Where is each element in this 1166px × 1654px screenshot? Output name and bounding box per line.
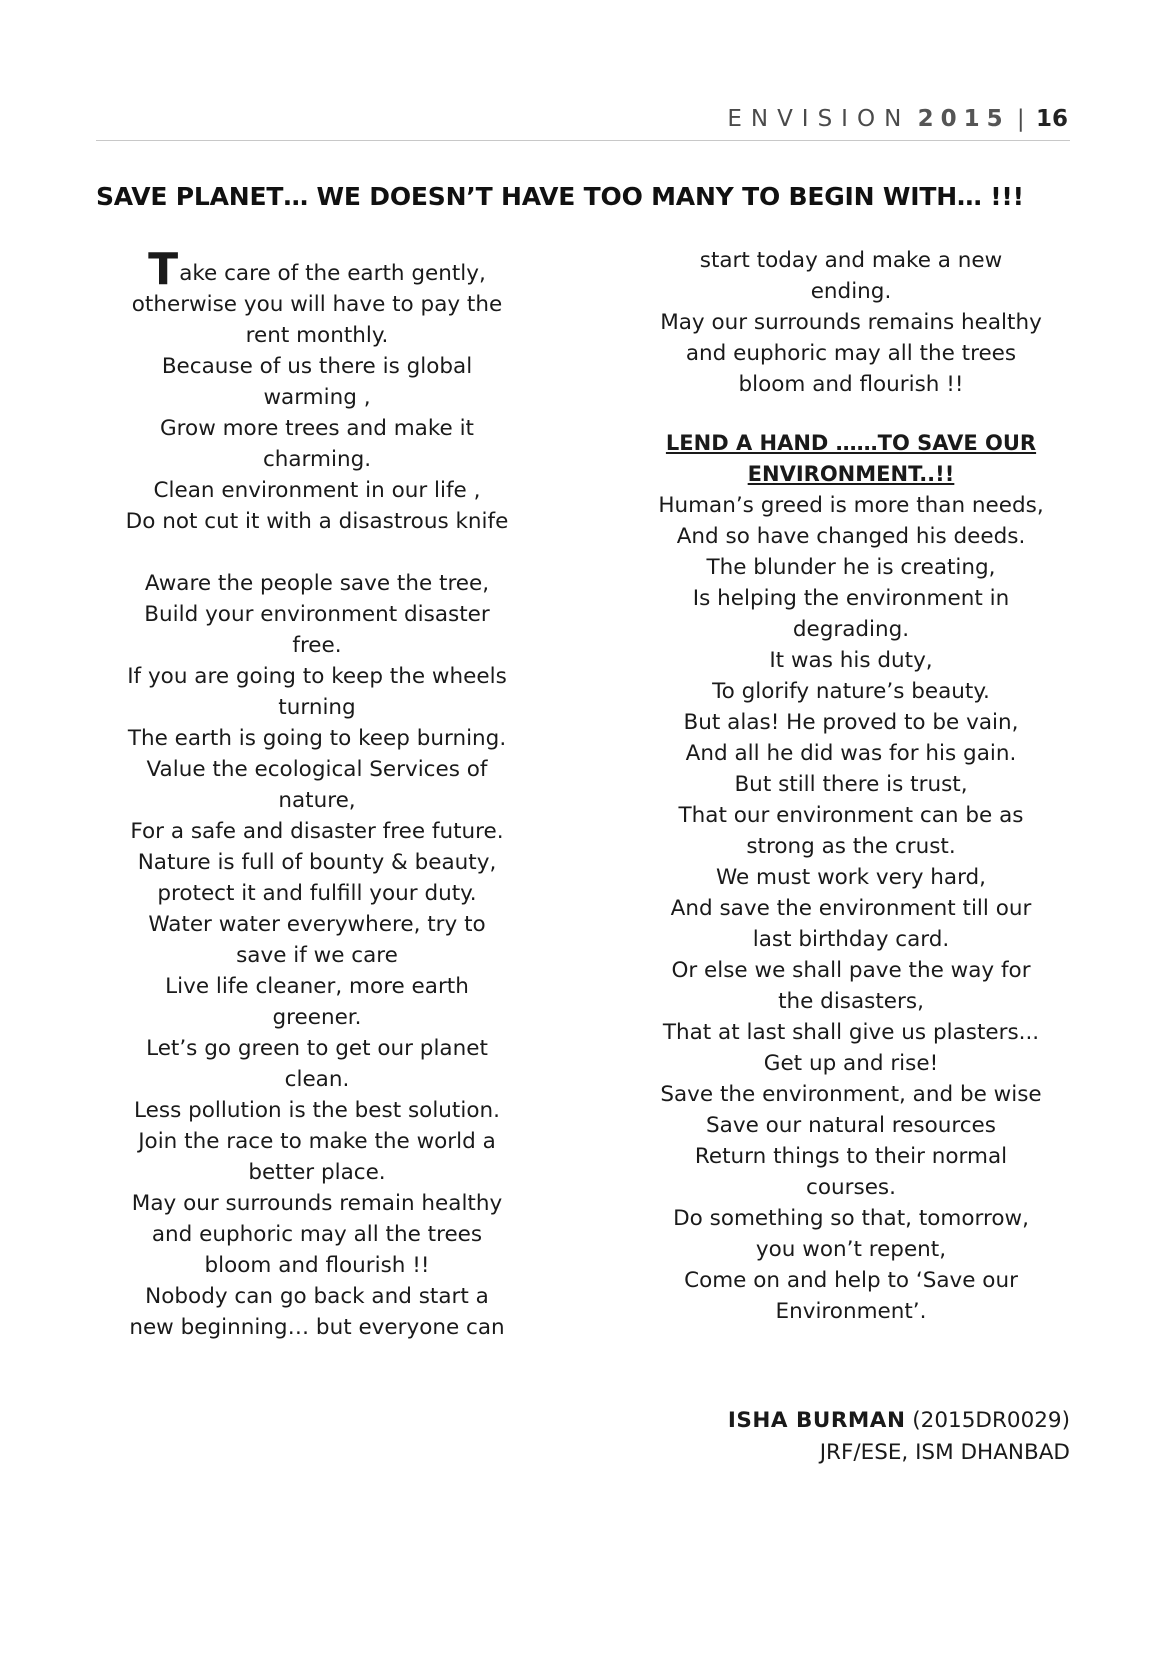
page-number: 16	[1035, 106, 1068, 132]
first-line-text: ake care of the earth gently,	[179, 261, 486, 286]
poem-line: Live life cleaner, more earth	[165, 974, 469, 999]
page-header	[96, 100, 1070, 141]
poem-line: Come on and help to ‘Save our	[684, 1268, 1018, 1293]
poem-line: Or else we shall pave the way for	[671, 958, 1031, 983]
poem-line: It was his duty,	[769, 648, 933, 673]
poem-left-lines	[96, 289, 538, 1343]
poem-line: rent monthly.	[245, 323, 389, 348]
poem-line: And save the environment till our	[670, 896, 1032, 921]
poem-left-column	[96, 244, 538, 1343]
poem-line: Join the race to make the world a	[138, 1129, 496, 1154]
poem-line: the disasters,	[778, 989, 924, 1014]
poem-first-line	[96, 244, 538, 295]
poem-line: Get up and rise!	[763, 1051, 939, 1076]
poem-line: Aware the people save the tree,	[144, 571, 490, 596]
author-affiliation: JRF/ESE, ISM DHANBAD	[819, 1440, 1070, 1465]
poem-line: save if we care	[236, 943, 398, 968]
poem-line: And all he did was for his gain.	[685, 741, 1017, 766]
header-text	[727, 106, 1068, 132]
author-name: ISHA BURMAN	[727, 1408, 906, 1433]
header-separator: |	[1016, 106, 1025, 132]
poem-line: turning	[278, 695, 356, 720]
poem-line: and euphoric may all the trees	[151, 1222, 483, 1247]
poem-line: Grow more trees and make it	[160, 416, 474, 441]
poem-line: But still there is trust,	[734, 772, 968, 797]
poem-line: To glorify nature’s beauty.	[712, 679, 990, 704]
poem-line: But alas! He proved to be vain,	[683, 710, 1019, 735]
poem-line: better place.	[248, 1160, 386, 1185]
author-name-line	[728, 1405, 1070, 1437]
poem-line: Return things to their normal	[694, 1144, 1008, 1169]
poem-line: Do something so that, tomorrow,	[673, 1206, 1029, 1231]
poem-line: bloom and flourish !!	[204, 1253, 430, 1278]
poem-line: Clean environment in our life ,	[153, 478, 481, 503]
poem2-lines	[630, 490, 1072, 1327]
poem-line: That our environment can be as	[678, 803, 1024, 828]
poem-line: start today and make a new	[699, 248, 1003, 273]
poem-line: Let’s go green to get our planet	[146, 1036, 488, 1061]
poem-line: last birthday card.	[752, 927, 950, 952]
poem2-heading-line1: LEND A HAND ……TO SAVE OUR	[665, 431, 1037, 455]
poem-line: charming.	[262, 447, 372, 472]
author-credit	[728, 1405, 1070, 1469]
poem-line: clean.	[284, 1067, 350, 1092]
poem-line: you won’t repent,	[755, 1237, 947, 1262]
poem-line: and euphoric may all the trees	[685, 341, 1017, 366]
poem2-heading-line2: ENVIRONMENT..!!	[747, 462, 955, 486]
poem-right-lines	[630, 245, 1072, 400]
page-title: SAVE PLANET… WE DOESN’T HAVE TOO MANY TO BEGIN WITH… !!!	[96, 182, 1024, 211]
poem-line: Value the ecological Services of	[146, 757, 488, 782]
poem-line: otherwise you will have to pay the	[131, 292, 503, 317]
poem-line: strong as the crust.	[746, 834, 956, 859]
poem-line: free.	[292, 633, 342, 658]
poem-line: The blunder he is creating,	[706, 555, 996, 580]
poem-line: May our surrounds remain healthy	[131, 1191, 503, 1216]
drop-cap: T	[148, 244, 179, 295]
poem-line: Save the environment, and be wise	[660, 1082, 1042, 1107]
poem-right-column	[630, 245, 1072, 1327]
poem-line: Nobody can go back and start a	[145, 1284, 489, 1309]
poem-line: If you are going to keep the wheels	[127, 664, 507, 689]
poem-line: courses.	[806, 1175, 896, 1200]
poem-line: Do not cut it with a disastrous knife	[125, 509, 509, 534]
poem-line: Build your environment disaster	[144, 602, 490, 627]
poem-line: Save our natural resources	[706, 1113, 996, 1138]
poem-line: degrading.	[792, 617, 910, 642]
poem-line: new beginning… but everyone can	[129, 1315, 505, 1340]
poem-line: nature,	[278, 788, 356, 813]
poem-line: May our surrounds remains healthy	[660, 310, 1042, 335]
poem-line: And so have changed his deeds.	[676, 524, 1026, 549]
author-id: (2015DR0029)	[912, 1408, 1070, 1433]
poem-line: bloom and flourish !!	[738, 372, 964, 397]
poem-line: Human’s greed is more than needs,	[658, 493, 1044, 518]
poem-line: Water water everywhere, try to	[148, 912, 486, 937]
stanza-gap	[96, 537, 538, 568]
poem-line: Environment’.	[775, 1299, 927, 1324]
poem-line: protect it and fulfill your duty.	[157, 881, 477, 906]
poem-line: We must work very hard,	[715, 865, 987, 890]
poem-line: That at last shall give us plasters...	[662, 1020, 1040, 1045]
poem-line: ending.	[810, 279, 892, 304]
header-year: 2015	[917, 106, 1010, 132]
header-title: ENVISION	[727, 106, 911, 132]
poem-line: Nature is full of bounty & beauty,	[137, 850, 497, 875]
poem-line: greener.	[272, 1005, 362, 1030]
poem-line: Is helping the environment in	[692, 586, 1010, 611]
poem-line: For a safe and disaster free future.	[130, 819, 504, 844]
poem-line: Because of us there is global	[161, 354, 473, 379]
poem-line: Less pollution is the best solution.	[134, 1098, 500, 1123]
poem-line: The earth is going to keep burning.	[127, 726, 507, 751]
stanza-gap	[630, 400, 1072, 428]
poem-line: warming ,	[263, 385, 371, 410]
